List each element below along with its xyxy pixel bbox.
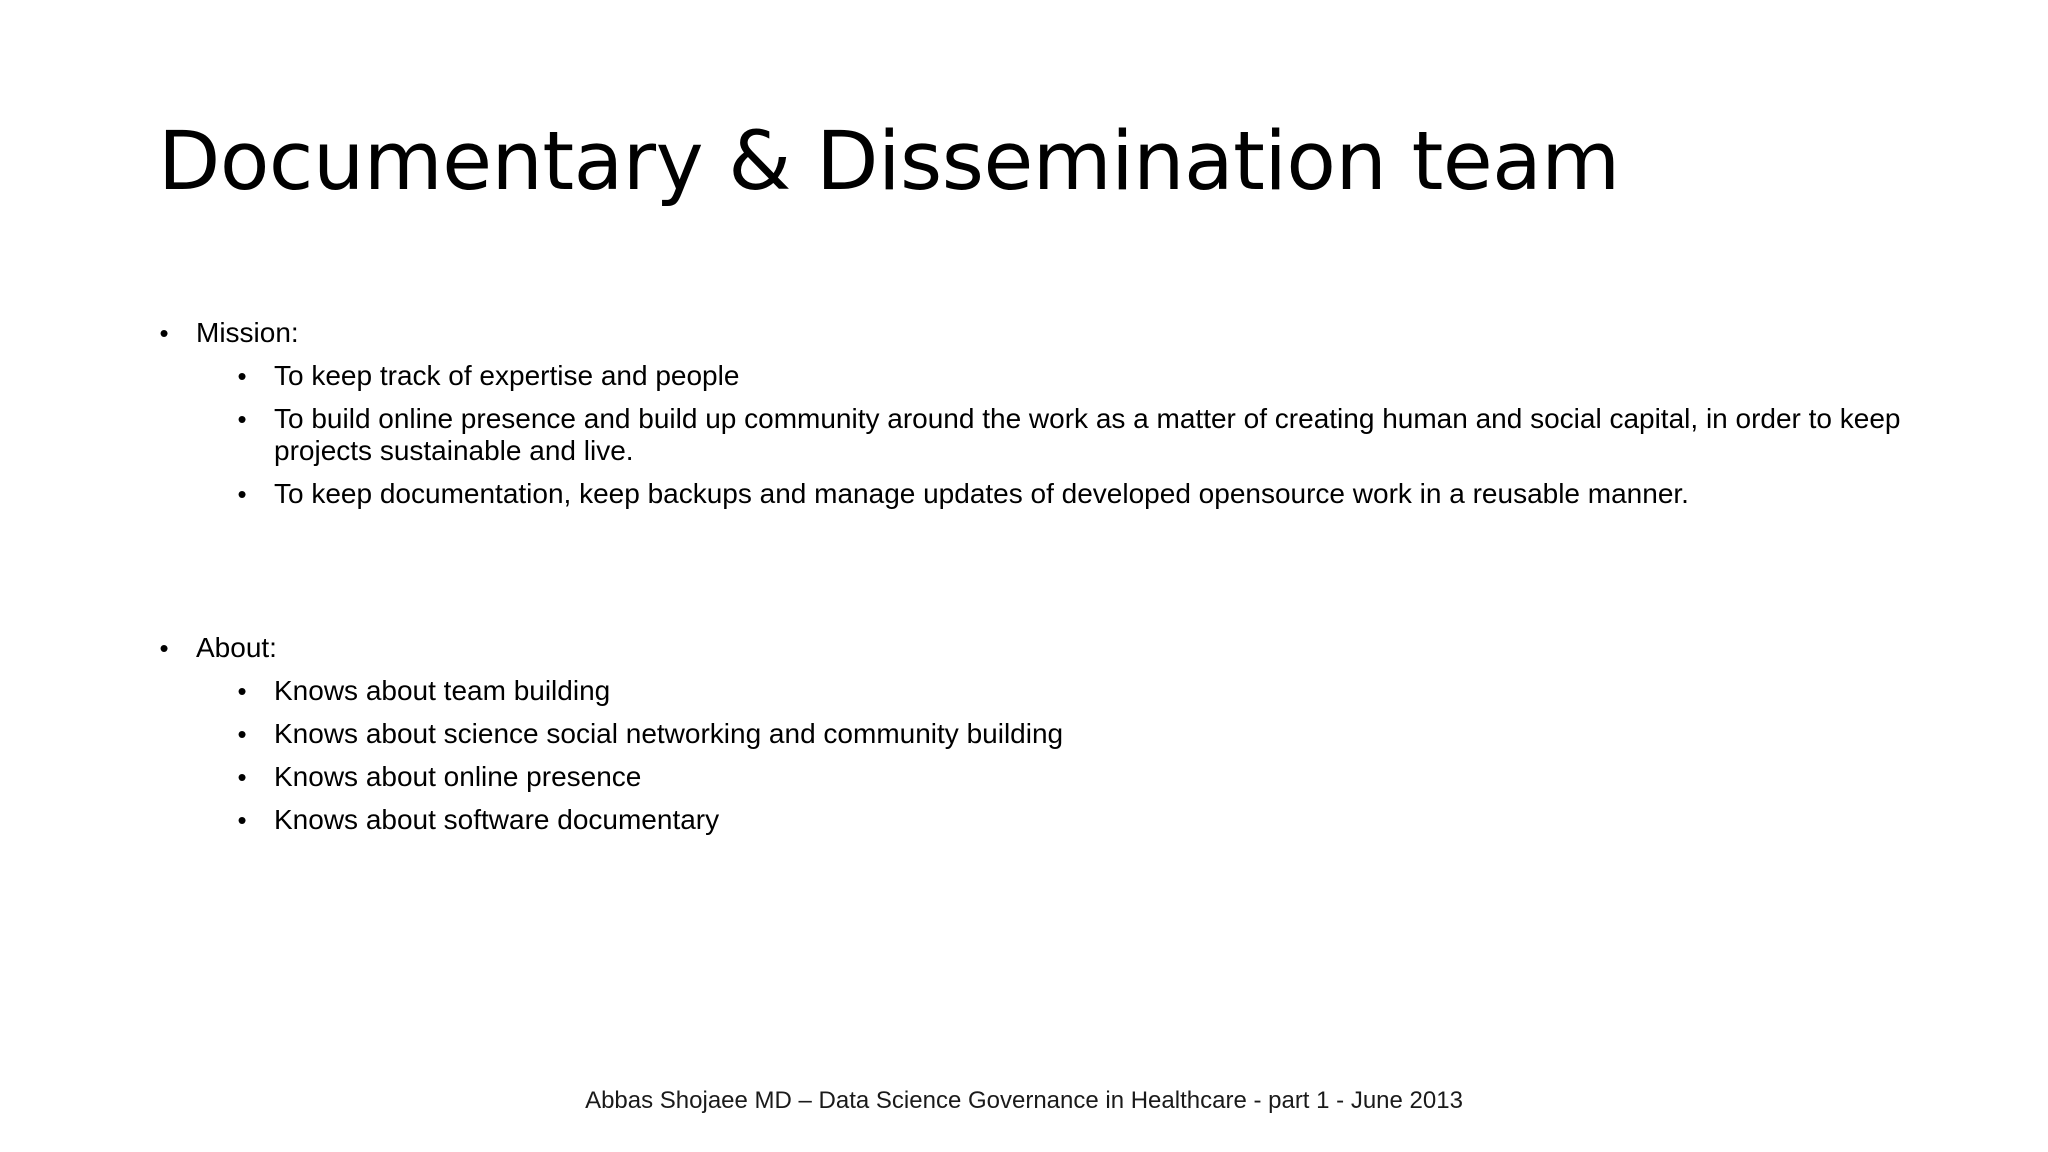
list-item <box>154 403 1934 467</box>
bullet-icon: • <box>237 404 247 434</box>
about-heading: About: <box>196 632 277 663</box>
list-item-text: Knows about software documentary <box>274 804 720 835</box>
slide-title: Documentary & Dissemination team <box>158 115 1620 209</box>
list-item <box>154 675 1934 707</box>
list-item-text: Knows about science social networking and community building <box>274 718 1064 749</box>
slide-footer: Abbas Shojaee MD – Data Science Governance in Healthcare - part 1 - June 2013 <box>585 1087 1463 1114</box>
list-item-text: To build online presence and build up community around the work as a matter of creating human and social capital, in order to keep projects sustainable and live. <box>274 403 1901 466</box>
about-heading-item <box>154 631 1934 665</box>
list-item-text: To keep documentation, keep backups and manage updates of developed opensource work in a reusable manner. <box>274 478 1689 509</box>
bullet-icon: • <box>237 719 247 749</box>
bullet-icon: • <box>237 676 247 706</box>
bullet-icon: • <box>159 633 169 663</box>
list-item <box>154 804 1934 836</box>
bullet-icon: • <box>237 805 247 835</box>
mission-heading: Mission: <box>196 317 299 348</box>
bullet-icon: • <box>237 479 247 509</box>
about-list <box>154 675 1934 836</box>
bullet-icon: • <box>237 762 247 792</box>
list-item <box>154 360 1934 392</box>
bullet-icon: • <box>237 361 247 391</box>
list-item <box>154 718 1934 750</box>
list-item <box>154 761 1934 793</box>
about-section <box>154 631 1934 847</box>
list-item-text: To keep track of expertise and people <box>274 360 740 391</box>
mission-section <box>154 316 1934 521</box>
bullet-icon: • <box>159 318 169 348</box>
mission-list <box>154 360 1934 510</box>
list-item-text: Knows about online presence <box>274 761 642 792</box>
mission-heading-item <box>154 316 1934 350</box>
list-item-text: Knows about team building <box>274 675 611 706</box>
list-item <box>154 478 1934 510</box>
